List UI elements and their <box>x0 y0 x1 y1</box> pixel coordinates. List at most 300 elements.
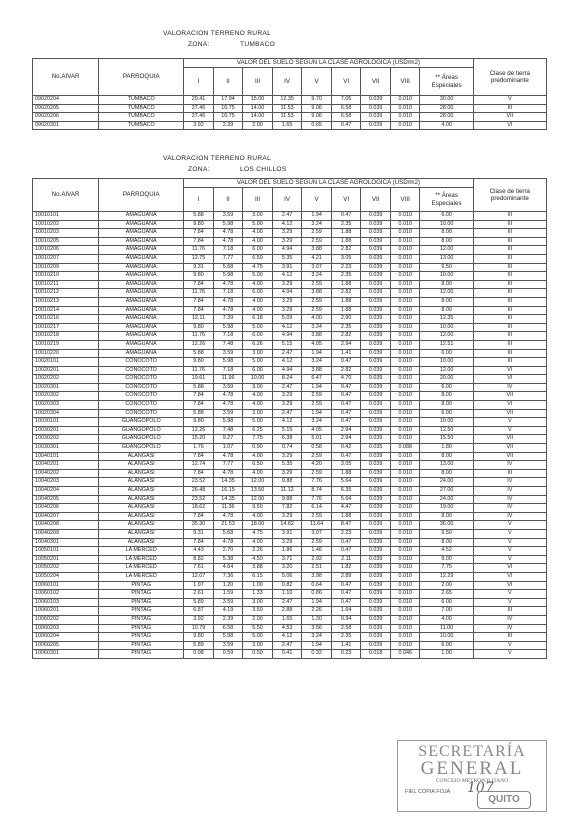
parroquia-cell: PINTAG <box>99 633 184 642</box>
table-row <box>33 366 547 375</box>
clase-cell: VII <box>473 392 546 401</box>
value-cell: 2.65 <box>420 590 473 599</box>
value-cell: 0.010 <box>390 590 420 599</box>
clase-cell: III <box>473 237 546 246</box>
table-row <box>33 358 547 367</box>
value-cell: 0.039 <box>361 426 391 435</box>
parroquia-cell: ALANGASI <box>99 538 184 547</box>
value-cell: 4.75 <box>243 263 273 272</box>
value-cell: 3.05 <box>331 461 361 470</box>
table-row <box>33 495 547 504</box>
value-cell: 0.47 <box>331 581 361 590</box>
value-cell: 16.15 <box>213 487 243 496</box>
value-cell: 1.94 <box>302 641 332 650</box>
value-cell: 0.010 <box>390 113 420 122</box>
value-cell: 3.29 <box>272 306 302 315</box>
value-cell: 14.35 <box>213 495 243 504</box>
table-row <box>33 418 547 427</box>
table-1-title: VALORACION TERRENO RURAL <box>163 30 272 37</box>
aivar-cell: 10010101 <box>33 212 99 221</box>
value-cell: 3.00 <box>243 598 273 607</box>
parroquia-cell: ALANGASI <box>99 504 184 513</box>
table-row <box>33 452 547 461</box>
value-cell: 3.88 <box>302 332 332 341</box>
value-cell: 0.046 <box>390 650 420 659</box>
value-cell: 4.00 <box>243 280 273 289</box>
aivar-cell: 10040205 <box>33 495 99 504</box>
value-cell: 6.35 <box>331 487 361 496</box>
value-cell: 10.00 <box>420 323 473 332</box>
value-cell: 0.010 <box>390 564 420 573</box>
value-cell: 0.010 <box>390 237 420 246</box>
value-cell: 3.50 <box>243 607 273 616</box>
clase-cell: V <box>473 529 546 538</box>
col-header-valor: VALOR DEL SUELO SEGÚN LA CLASE AGROLOGICA (USD/m2) <box>184 179 473 188</box>
parroquia-cell: PINTAG <box>99 615 184 624</box>
value-cell: 11.53 <box>272 113 302 122</box>
value-cell: 3.00 <box>243 641 273 650</box>
value-cell: 1.59 <box>213 590 243 599</box>
value-cell: 2.47 <box>272 598 302 607</box>
parroquia-cell: AMAGUAÑA <box>99 263 184 272</box>
parroquia-cell: AMAGUAÑA <box>99 229 184 238</box>
stamp-foja-label <box>405 789 450 795</box>
value-cell: 4.94 <box>272 289 302 298</box>
value-cell: 0.039 <box>361 96 391 105</box>
value-cell: 3.71 <box>272 555 302 564</box>
table-row <box>33 237 547 246</box>
value-cell: 4.00 <box>243 538 273 547</box>
value-cell: 24.00 <box>420 495 473 504</box>
value-cell: 0.47 <box>331 598 361 607</box>
parroquia-cell: CONOCOTO <box>99 366 184 375</box>
parroquia-cell: CONOCOTO <box>99 375 184 384</box>
value-cell: 0.010 <box>390 435 420 444</box>
value-cell: 0.039 <box>361 641 391 650</box>
value-cell: 9.27 <box>213 435 243 444</box>
value-cell: 0.010 <box>390 615 420 624</box>
value-cell: 8.00 <box>420 237 473 246</box>
value-cell: 12.26 <box>184 340 214 349</box>
table-row <box>33 487 547 496</box>
clase-cell: III <box>473 229 546 238</box>
value-cell: 0.010 <box>390 624 420 633</box>
value-cell: 6.00 <box>243 366 273 375</box>
clase-cell: VI <box>473 572 546 581</box>
value-cell: 0.039 <box>361 512 391 521</box>
value-cell: 2.59 <box>302 392 332 401</box>
value-cell: 2.59 <box>302 401 332 410</box>
value-cell: 0.010 <box>390 297 420 306</box>
clase-cell: IV <box>473 615 546 624</box>
value-cell: 0.039 <box>361 383 391 392</box>
value-cell: 17.94 <box>213 96 243 105</box>
value-cell: 0.010 <box>390 529 420 538</box>
value-cell: 1.65 <box>272 121 302 130</box>
value-cell: 9.80 <box>184 272 214 281</box>
parroquia-cell: PINTAG <box>99 641 184 650</box>
value-cell: 1.64 <box>331 607 361 616</box>
parroquia-cell: CONOCOTO <box>99 409 184 418</box>
value-cell: 5.00 <box>243 358 273 367</box>
col-header-class-6: VI <box>331 188 361 212</box>
value-cell: 0.010 <box>390 633 420 642</box>
table-row <box>33 538 547 547</box>
value-cell: 7.75 <box>420 564 473 573</box>
value-cell: 28.00 <box>420 113 473 122</box>
value-cell: 4.64 <box>213 564 243 573</box>
value-cell: 12.75 <box>184 254 214 263</box>
parroquia-cell: GUANGOPOLO <box>99 426 184 435</box>
parroquia-cell: ALANGASI <box>99 469 184 478</box>
col-header-clase: Clase de tierra predominante <box>473 59 546 96</box>
value-cell: 0.010 <box>390 104 420 113</box>
value-cell: 5.89 <box>184 598 214 607</box>
value-cell: 5.00 <box>243 272 273 281</box>
table-row <box>33 641 547 650</box>
aivar-cell: 10060203 <box>33 624 99 633</box>
value-cell: 8.00 <box>420 452 473 461</box>
value-cell: 2.61 <box>184 590 214 599</box>
value-cell: 4.21 <box>302 254 332 263</box>
table-row <box>33 254 547 263</box>
aivar-cell: 10040207 <box>33 512 99 521</box>
value-cell: 7.48 <box>213 340 243 349</box>
value-cell: 1.88 <box>331 306 361 315</box>
value-cell: 9.80 <box>184 633 214 642</box>
value-cell: 8.24 <box>272 375 302 384</box>
value-cell: 13.00 <box>420 461 473 470</box>
value-cell: 0.41 <box>272 650 302 659</box>
value-cell: 7.82 <box>272 504 302 513</box>
value-cell: 0.039 <box>361 113 391 122</box>
value-cell: 12.00 <box>243 478 273 487</box>
table-row <box>33 426 547 435</box>
value-cell: 0.010 <box>390 289 420 298</box>
value-cell: 0.010 <box>390 254 420 263</box>
table-row <box>33 104 547 113</box>
value-cell: 0.039 <box>361 237 391 246</box>
parroquia-cell: AMAGUAÑA <box>99 306 184 315</box>
value-cell: 3.56 <box>302 624 332 633</box>
value-cell: 2.26 <box>243 547 273 556</box>
value-cell: 4.94 <box>272 366 302 375</box>
value-cell: 5.98 <box>213 272 243 281</box>
value-cell: 0.010 <box>390 487 420 496</box>
value-cell: 10.00 <box>420 220 473 229</box>
value-cell: 3.88 <box>243 564 273 573</box>
value-cell: 5.64 <box>331 495 361 504</box>
parroquia-cell: LA MERCED <box>99 555 184 564</box>
parroquia-cell: ALANGASI <box>99 521 184 530</box>
value-cell: 11.76 <box>184 289 214 298</box>
parroquia-cell: AMAGUAÑA <box>99 280 184 289</box>
parroquia-cell: ALANGASI <box>99 495 184 504</box>
clase-cell: V <box>473 426 546 435</box>
value-cell: 5.68 <box>213 529 243 538</box>
value-cell: 4.78 <box>213 392 243 401</box>
value-cell: 2.51 <box>302 564 332 573</box>
value-cell: 7.84 <box>184 538 214 547</box>
value-cell: 13.50 <box>243 487 273 496</box>
value-cell: 6.14 <box>302 504 332 513</box>
value-cell: 0.010 <box>390 229 420 238</box>
col-header-class-1: I <box>184 188 214 212</box>
value-cell: 6.50 <box>243 254 273 263</box>
parroquia-cell: ALANGASI <box>99 512 184 521</box>
clase-cell: V <box>473 418 546 427</box>
col-header-class-4: IV <box>272 68 302 96</box>
value-cell: 6.50 <box>243 461 273 470</box>
table-2-zona-label: ZONA: <box>188 166 210 173</box>
value-cell: 7.84 <box>184 229 214 238</box>
value-cell: 3.00 <box>243 349 273 358</box>
value-cell: 6.00 <box>420 598 473 607</box>
value-cell: 0.039 <box>361 263 391 272</box>
value-cell: 3.24 <box>302 220 332 229</box>
value-cell: 1.88 <box>331 469 361 478</box>
value-cell: 11.76 <box>184 366 214 375</box>
value-cell: 14.82 <box>272 521 302 530</box>
value-cell: 0.010 <box>390 598 420 607</box>
clase-cell: V <box>473 598 546 607</box>
value-cell: 2.59 <box>302 512 332 521</box>
clase-cell: VI <box>473 121 546 130</box>
value-cell: 7.84 <box>184 401 214 410</box>
parroquia-cell: PINTAG <box>99 590 184 599</box>
value-cell: 3.29 <box>272 297 302 306</box>
value-cell: 0.039 <box>361 280 391 289</box>
value-cell: 1.94 <box>302 598 332 607</box>
aivar-cell: 10010211 <box>33 280 99 289</box>
value-cell: 7.18 <box>213 366 243 375</box>
value-cell: 4.43 <box>184 547 214 556</box>
value-cell: 1.41 <box>331 349 361 358</box>
value-cell: 2.94 <box>331 426 361 435</box>
value-cell: 3.24 <box>302 418 332 427</box>
value-cell: 5.15 <box>272 340 302 349</box>
value-cell: 0.010 <box>390 401 420 410</box>
col-header-aivar: No.AIVAR <box>33 59 99 96</box>
value-cell: 9.80 <box>184 323 214 332</box>
value-cell: 2.39 <box>213 615 243 624</box>
value-cell: 1.65 <box>272 615 302 624</box>
value-cell: 3.00 <box>243 383 273 392</box>
value-cell: 16.75 <box>213 104 243 113</box>
value-cell: 8.00 <box>420 538 473 547</box>
value-cell: 3.98 <box>302 572 332 581</box>
value-cell: 6.18 <box>243 315 273 324</box>
value-cell: 1.20 <box>213 581 243 590</box>
clase-cell: IV <box>473 383 546 392</box>
value-cell: 21.53 <box>213 521 243 530</box>
value-cell: 12.07 <box>184 572 214 581</box>
parroquia-cell: LA MERCED <box>99 547 184 556</box>
value-cell: 2.47 <box>272 641 302 650</box>
col-header-class-1: I <box>184 68 214 96</box>
clase-cell: VII <box>473 409 546 418</box>
value-cell: 11.53 <box>272 104 302 113</box>
value-cell: 4.52 <box>420 547 473 556</box>
value-cell: 0.039 <box>361 564 391 573</box>
clase-cell: V <box>473 96 546 105</box>
value-cell: 0.010 <box>390 383 420 392</box>
value-cell: 7.76 <box>302 495 332 504</box>
value-cell: 0.039 <box>361 401 391 410</box>
value-cell: 3.92 <box>184 121 214 130</box>
value-cell: 5.01 <box>302 435 332 444</box>
value-cell: 4.78 <box>213 280 243 289</box>
col-header-class-2: II <box>213 188 243 212</box>
value-cell: 2.70 <box>213 547 243 556</box>
value-cell: 4.00 <box>302 315 332 324</box>
table-row <box>33 581 547 590</box>
value-cell: 0.010 <box>390 392 420 401</box>
value-cell: 0.039 <box>361 375 391 384</box>
table-row <box>33 349 547 358</box>
value-cell: 9.06 <box>302 113 332 122</box>
value-cell: 0.039 <box>361 478 391 487</box>
value-cell: 4.78 <box>213 538 243 547</box>
parroquia-cell: AMAGUAÑA <box>99 323 184 332</box>
value-cell: 2.59 <box>302 306 332 315</box>
aivar-cell: 10010207 <box>33 254 99 263</box>
aivar-cell: 10050204 <box>33 572 99 581</box>
value-cell: 7.05 <box>331 96 361 105</box>
value-cell: 10.00 <box>420 418 473 427</box>
col-header-class-2: II <box>213 68 243 96</box>
value-cell: 11.64 <box>302 521 332 530</box>
value-cell: 6.87 <box>184 607 214 616</box>
value-cell: 1.76 <box>184 444 214 453</box>
value-cell: 16.75 <box>213 113 243 122</box>
value-cell: 8.74 <box>302 487 332 496</box>
value-cell: 2.59 <box>302 469 332 478</box>
aivar-cell: 10010216 <box>33 315 99 324</box>
value-cell: 0.010 <box>390 641 420 650</box>
parroquia-cell: AMAGUAÑA <box>99 315 184 324</box>
col-header-class-5: V <box>302 68 332 96</box>
value-cell: 12.51 <box>420 340 473 349</box>
value-cell: 2.35 <box>331 272 361 281</box>
aivar-cell: 10030201 <box>33 426 99 435</box>
value-cell: 2.59 <box>302 237 332 246</box>
value-cell: 4.00 <box>243 469 273 478</box>
value-cell: 0.010 <box>390 220 420 229</box>
clase-cell: V <box>473 538 546 547</box>
value-cell: 4.50 <box>243 555 273 564</box>
value-cell: 4.00 <box>243 237 273 246</box>
value-cell: 3.88 <box>302 289 332 298</box>
parroquia-cell: PINTAG <box>99 650 184 659</box>
value-cell: 6.58 <box>213 624 243 633</box>
table-body <box>33 212 547 659</box>
table-row <box>33 590 547 599</box>
value-cell: 10.00 <box>420 272 473 281</box>
value-cell: 7.84 <box>184 512 214 521</box>
value-cell: 3.29 <box>272 538 302 547</box>
clase-cell: III <box>473 332 546 341</box>
value-cell: 0.010 <box>390 315 420 324</box>
aivar-cell: 10040201 <box>33 461 99 470</box>
value-cell: 4.05 <box>302 340 332 349</box>
value-cell: 24.00 <box>420 478 473 487</box>
value-cell: 0.039 <box>361 487 391 496</box>
value-cell: 0.039 <box>361 495 391 504</box>
value-cell: 9.31 <box>184 529 214 538</box>
value-cell: 5.09 <box>272 315 302 324</box>
value-cell: 0.039 <box>361 246 391 255</box>
table-row <box>33 121 547 130</box>
value-cell: 0.47 <box>331 547 361 556</box>
table-1 <box>32 58 547 130</box>
table-row <box>33 504 547 513</box>
clase-cell: V <box>473 590 546 599</box>
value-cell: 5.15 <box>272 426 302 435</box>
value-cell: 6.00 <box>420 212 473 221</box>
value-cell: 10.00 <box>420 358 473 367</box>
value-cell: 2.00 <box>420 581 473 590</box>
value-cell: 12.00 <box>420 332 473 341</box>
parroquia-cell: PINTAG <box>99 598 184 607</box>
parroquia-cell: PINTAG <box>99 624 184 633</box>
value-cell: 3.29 <box>272 512 302 521</box>
clase-cell: V <box>473 547 546 556</box>
clase-cell: VII <box>473 444 546 453</box>
value-cell: 0.039 <box>361 366 391 375</box>
value-cell: 0.010 <box>390 452 420 461</box>
value-cell: 19.00 <box>420 504 473 513</box>
value-cell: 1.80 <box>420 444 473 453</box>
value-cell: 9.06 <box>302 104 332 113</box>
table-row <box>33 392 547 401</box>
value-cell: 12.00 <box>420 366 473 375</box>
value-cell: 3.29 <box>272 280 302 289</box>
value-cell: 0.010 <box>390 538 420 547</box>
value-cell: 15.50 <box>420 435 473 444</box>
value-cell: 6.15 <box>243 572 273 581</box>
value-cell: 0.47 <box>331 358 361 367</box>
aivar-cell: 10010213 <box>33 297 99 306</box>
clase-cell: III <box>473 289 546 298</box>
table-row <box>33 246 547 255</box>
value-cell: 0.47 <box>331 392 361 401</box>
table-row <box>33 229 547 238</box>
value-cell: 0.039 <box>361 409 391 418</box>
value-cell: 2.47 <box>272 349 302 358</box>
value-cell: 5.06 <box>272 572 302 581</box>
value-cell: 0.010 <box>390 246 420 255</box>
value-cell: 3.07 <box>302 529 332 538</box>
stamp-line-3: CONCEJO METROPOLITANO <box>435 778 509 784</box>
value-cell: 4.00 <box>243 401 273 410</box>
value-cell: 20.00 <box>420 375 473 384</box>
value-cell: 5.35 <box>272 254 302 263</box>
value-cell: 0.039 <box>361 315 391 324</box>
table-row <box>33 212 547 221</box>
value-cell: 7.48 <box>213 426 243 435</box>
value-cell: 6.25 <box>243 426 273 435</box>
value-cell: 26.48 <box>184 487 214 496</box>
value-cell: 0.039 <box>361 547 391 556</box>
parroquia-cell: AMAGUAÑA <box>99 272 184 281</box>
value-cell: 27.00 <box>420 487 473 496</box>
parroquia-cell: CONOCOTO <box>99 383 184 392</box>
value-cell: 12.26 <box>184 426 214 435</box>
aivar-cell: 10060301 <box>33 650 99 659</box>
value-cell: 5.88 <box>184 349 214 358</box>
value-cell: 3.59 <box>213 212 243 221</box>
